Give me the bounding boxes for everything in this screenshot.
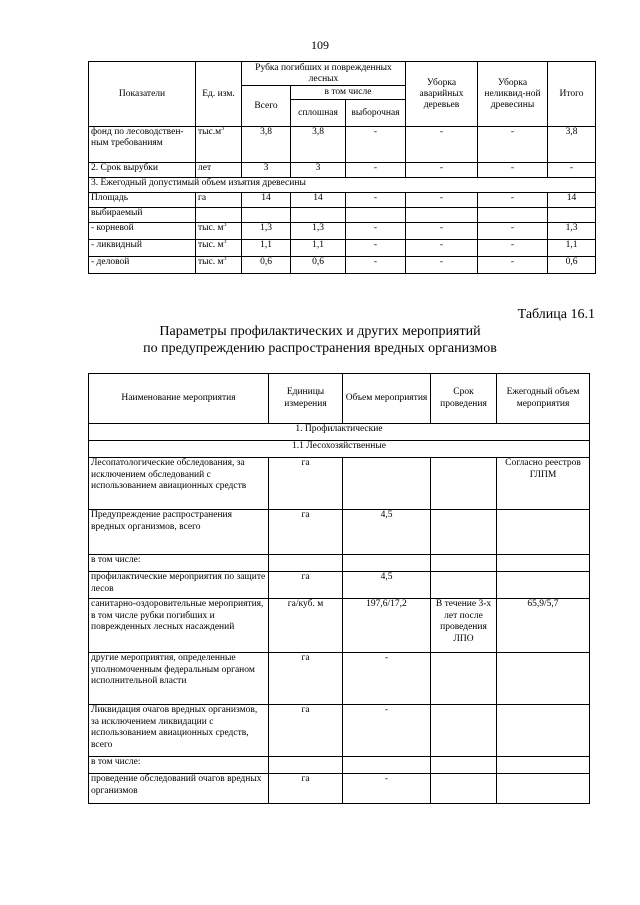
cell-volume: 4,5 — [343, 510, 431, 555]
row-value — [548, 208, 596, 223]
cell-volume — [343, 458, 431, 510]
table-row — [89, 223, 596, 240]
row-value — [291, 208, 346, 223]
row-unit — [196, 127, 242, 163]
cell-annual — [497, 555, 590, 572]
table-row — [89, 240, 596, 257]
table-row — [89, 774, 590, 804]
table-row — [89, 193, 596, 208]
header-clear: сплошная — [291, 100, 346, 127]
header-total-felling: Всего — [242, 86, 291, 127]
cell-annual — [497, 757, 590, 774]
cell-volume: - — [343, 705, 431, 757]
pest-prevention-table — [88, 373, 590, 804]
row-value: 0,6 — [548, 257, 596, 274]
cell-name: санитарно-оздоровительные мероприятия, в том числе рубки погибших и поврежденных лесных насаждений — [89, 599, 269, 653]
cell-name: в том числе: — [89, 555, 269, 572]
row-value: - — [406, 127, 478, 163]
row-value: - — [346, 257, 406, 274]
row-value: - — [478, 127, 548, 163]
row-unit — [196, 223, 242, 240]
header-annual-volume: Ежегодный объем мероприятия — [497, 374, 590, 424]
row-value: - — [478, 257, 548, 274]
row-value: 3 — [291, 163, 346, 178]
cell-unit: га — [269, 705, 343, 757]
row-value: 0,6 — [291, 257, 346, 274]
row-value: 3,8 — [291, 127, 346, 163]
header-event-name: Наименование мероприятия — [89, 374, 269, 424]
cell-volume: - — [343, 774, 431, 804]
unit-superscript: 3 — [223, 221, 227, 228]
cell-volume — [343, 757, 431, 774]
row-indicator: фонд по лесоводствен-ным требованиям — [89, 127, 196, 163]
cell-unit: га — [269, 458, 343, 510]
table-title-line-1: Параметры профилактических и других мероприятий — [159, 324, 481, 339]
unit-superscript: 3 — [223, 255, 227, 262]
row-value: - — [346, 163, 406, 178]
row-indicator: 2. Срок вырубки — [89, 163, 196, 178]
row-value: 3,8 — [548, 127, 596, 163]
row-value: - — [478, 223, 548, 240]
row-unit — [196, 257, 242, 274]
cell-term — [431, 705, 497, 757]
row-value: - — [478, 163, 548, 178]
row-value: 3,8 — [242, 127, 291, 163]
unit-text: тыс. м — [198, 223, 224, 233]
section-annual-volume: 3. Ежегодный допустимый объем изъятия древесины — [89, 178, 596, 193]
row-value: 14 — [291, 193, 346, 208]
cell-name: проведение обследований очагов вредных организмов — [89, 774, 269, 804]
row-indicator: - корневой — [89, 223, 196, 240]
cell-annual — [497, 653, 590, 705]
cell-annual — [497, 705, 590, 757]
row-indicator: выбираемый — [89, 208, 196, 223]
row-value: 3 — [242, 163, 291, 178]
row-value: - — [406, 193, 478, 208]
row-value — [406, 208, 478, 223]
table-number: Таблица 16.1 — [517, 307, 595, 322]
row-value: 0,6 — [242, 257, 291, 274]
row-value: - — [346, 127, 406, 163]
header-term: Срок проведения — [431, 374, 497, 424]
row-value: 1,3 — [242, 223, 291, 240]
cell-term: В течение 3-х лет после проведения ЛПО — [431, 599, 497, 653]
page-number: 109 — [311, 38, 329, 52]
cell-term — [431, 774, 497, 804]
row-value: - — [346, 240, 406, 257]
row-value: 1,1 — [291, 240, 346, 257]
cell-name: Ликвидация очагов вредных организмов, за исключением ликвидации с использованием авиационных средств, всего — [89, 705, 269, 757]
cell-unit — [269, 555, 343, 572]
row-value — [478, 208, 548, 223]
row-unit — [196, 193, 242, 208]
table-row — [89, 599, 590, 653]
row-value: - — [406, 257, 478, 274]
unit-text: тыс.м — [198, 127, 222, 137]
cell-annual — [497, 510, 590, 555]
section-forestry: 1.1 Лесохозяйственные — [89, 441, 590, 458]
row-indicator: - деловой — [89, 257, 196, 274]
row-unit — [196, 208, 242, 223]
cell-term — [431, 757, 497, 774]
row-indicator: - ликвидный — [89, 240, 196, 257]
table-title-line-2: по предупреждению распространения вредных организмов — [143, 341, 497, 356]
row-value: - — [478, 240, 548, 257]
row-value: 14 — [242, 193, 291, 208]
cell-annual: 65,9/5,7 — [497, 599, 590, 653]
row-value: - — [406, 240, 478, 257]
cell-name: Предупреждение распространения вредных организмов, всего — [89, 510, 269, 555]
row-unit — [196, 240, 242, 257]
unit-text: га — [198, 193, 207, 203]
header-indicator: Показатели — [89, 62, 196, 127]
forest-felling-table — [88, 61, 596, 274]
table-row — [89, 458, 590, 510]
cell-unit — [269, 757, 343, 774]
cell-unit: га — [269, 653, 343, 705]
cell-volume: 197,6/17,2 — [343, 599, 431, 653]
table-row — [89, 572, 590, 599]
cell-term — [431, 572, 497, 599]
table-row — [89, 555, 590, 572]
unit-text: тыс. м — [198, 257, 224, 267]
header-selective: выборочная — [346, 100, 406, 127]
cell-term — [431, 555, 497, 572]
row-value: - — [406, 223, 478, 240]
cell-name: в том числе: — [89, 757, 269, 774]
cell-unit: га — [269, 572, 343, 599]
row-unit — [196, 163, 242, 178]
row-value: 1,1 — [548, 240, 596, 257]
row-value: - — [346, 223, 406, 240]
cell-unit: га — [269, 774, 343, 804]
table-row — [89, 757, 590, 774]
table-row — [89, 257, 596, 274]
row-indicator: Площадь — [89, 193, 196, 208]
unit-text: лет — [198, 163, 212, 173]
cell-term — [431, 653, 497, 705]
cell-term — [431, 510, 497, 555]
row-value — [346, 208, 406, 223]
table-row — [89, 510, 590, 555]
table-row — [89, 127, 596, 163]
cell-unit: га — [269, 510, 343, 555]
cell-name: другие мероприятия, определенные уполномоченным федеральным органом исполнительной власти — [89, 653, 269, 705]
header-unit: Ед. изм. — [196, 62, 242, 127]
row-value: - — [548, 163, 596, 178]
row-value: 1,3 — [548, 223, 596, 240]
row-value — [242, 208, 291, 223]
row-value: - — [406, 163, 478, 178]
row-value: - — [478, 193, 548, 208]
cell-annual — [497, 572, 590, 599]
cell-volume: - — [343, 653, 431, 705]
row-value: - — [346, 193, 406, 208]
section-preventive: 1. Профилактические — [89, 424, 590, 441]
cell-volume — [343, 555, 431, 572]
cell-volume: 4,5 — [343, 572, 431, 599]
header-including: в том числе — [291, 86, 406, 100]
table-row — [89, 653, 590, 705]
header-emergency: Уборка аварийных деревьев — [406, 62, 478, 127]
cell-annual: Согласно реестров ГЛПМ — [497, 458, 590, 510]
cell-name: Лесопатологические обследования, за исключением обследований с использованием авиационных средств — [89, 458, 269, 510]
header-total: Итого — [548, 62, 596, 127]
header-felling-group: Рубка погибших и поврежденных лесных — [242, 62, 406, 86]
cell-term — [431, 458, 497, 510]
header-units: Единицы измерения — [269, 374, 343, 424]
unit-text: тыс. м — [198, 240, 224, 250]
table-row — [89, 705, 590, 757]
row-value: 14 — [548, 193, 596, 208]
table-row — [89, 208, 596, 223]
header-illiquid: Уборка неликвид-ной древесины — [478, 62, 548, 127]
cell-annual — [497, 774, 590, 804]
header-volume: Объем мероприятия — [343, 374, 431, 424]
row-value: 1,1 — [242, 240, 291, 257]
row-value: 1,3 — [291, 223, 346, 240]
table-row — [89, 163, 596, 178]
unit-superscript: 3 — [221, 125, 225, 132]
cell-unit: га/куб. м — [269, 599, 343, 653]
cell-name: профилактические мероприятия по защите лесов — [89, 572, 269, 599]
unit-superscript: 3 — [223, 238, 227, 245]
